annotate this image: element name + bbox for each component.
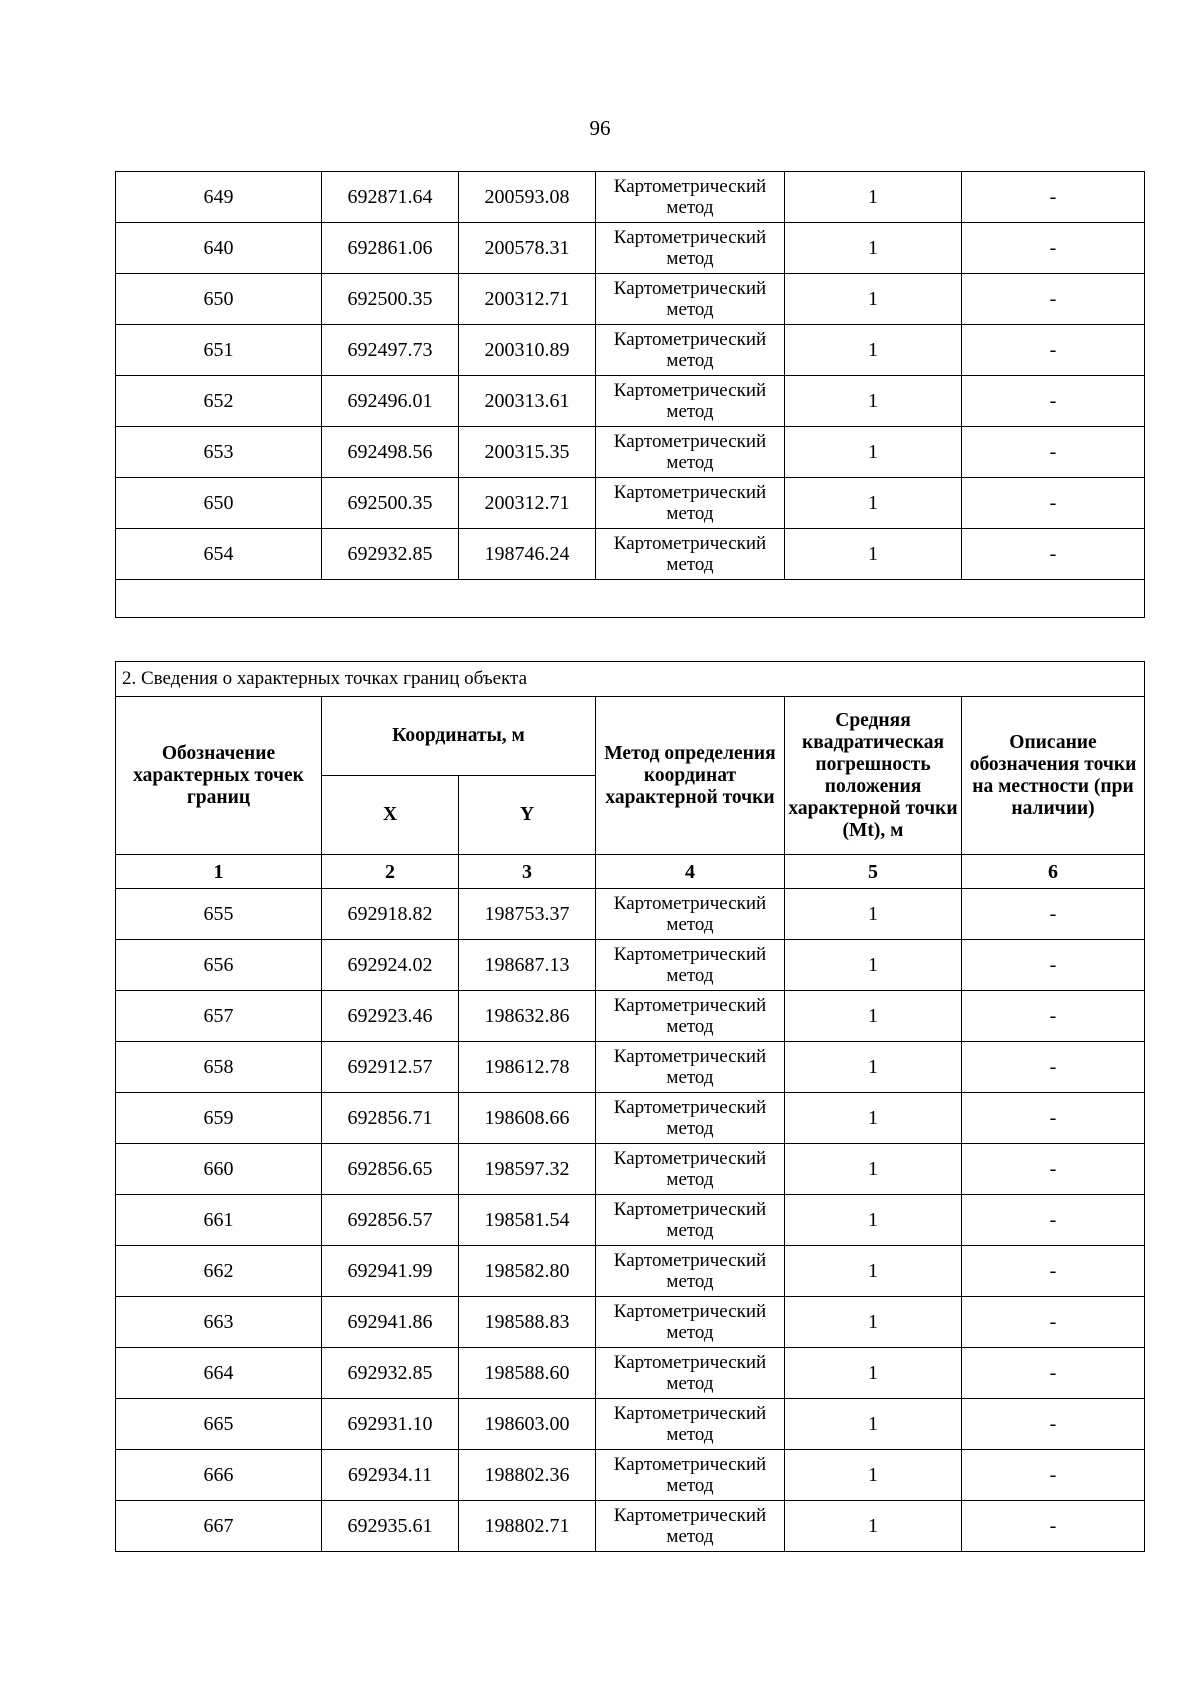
column-number: 5 <box>785 855 962 889</box>
cell-method <box>596 1195 785 1246</box>
cell-method <box>596 1297 785 1348</box>
cell-desc: - <box>962 1246 1145 1297</box>
cell-error: 1 <box>785 1144 962 1195</box>
cell-error: 1 <box>785 940 962 991</box>
cell-desc: - <box>962 1093 1145 1144</box>
method-text: метод <box>666 1424 714 1445</box>
cell-error: 1 <box>785 172 962 223</box>
method-text: Картометрический <box>613 533 767 554</box>
cell-error: 1 <box>785 1348 962 1399</box>
cell-method <box>596 274 785 325</box>
cell-desc: - <box>962 478 1145 529</box>
method-text: Картометрический <box>613 1301 767 1322</box>
cell-y: 200593.08 <box>459 172 596 223</box>
cell-x: 692918.82 <box>322 889 459 940</box>
cell-desc: - <box>962 1195 1145 1246</box>
cell-y: 198753.37 <box>459 889 596 940</box>
table-row <box>116 1399 1145 1450</box>
cell-desc: - <box>962 427 1145 478</box>
method-text: Картометрический <box>613 1403 767 1424</box>
cell-method <box>596 1246 785 1297</box>
header-y: Y <box>459 776 596 855</box>
column-number: 2 <box>322 855 459 889</box>
cell-method <box>596 427 785 478</box>
cell-error: 1 <box>785 889 962 940</box>
cell-method <box>596 889 785 940</box>
column-number: 1 <box>116 855 322 889</box>
cell-desc: - <box>962 172 1145 223</box>
empty-row <box>116 580 1145 618</box>
header-error: Средняя квадратическая погрешность положения характерной точки (Mt), м <box>785 697 962 855</box>
cell-desc: - <box>962 1450 1145 1501</box>
cell-x: 692912.57 <box>322 1042 459 1093</box>
method-text: метод <box>666 1322 714 1343</box>
cell-desc: - <box>962 274 1145 325</box>
method-text: метод <box>666 1373 714 1394</box>
header-x: X <box>322 776 459 855</box>
cell-x: 692856.71 <box>322 1093 459 1144</box>
cell-y: 198597.32 <box>459 1144 596 1195</box>
table-row <box>116 1501 1145 1552</box>
table-row <box>116 1246 1145 1297</box>
cell-method <box>596 478 785 529</box>
cell-point: 658 <box>116 1042 322 1093</box>
method-text: метод <box>666 401 714 422</box>
cell-desc: - <box>962 376 1145 427</box>
cell-point: 654 <box>116 529 322 580</box>
cell-point: 664 <box>116 1348 322 1399</box>
cell-y: 200312.71 <box>459 274 596 325</box>
table-row <box>116 940 1145 991</box>
cell-x: 692941.86 <box>322 1297 459 1348</box>
cell-method <box>596 1348 785 1399</box>
cell-point: 650 <box>116 274 322 325</box>
cell-y: 198603.00 <box>459 1399 596 1450</box>
cell-error: 1 <box>785 529 962 580</box>
page-number: 96 <box>589 116 611 140</box>
cell-y: 200313.61 <box>459 376 596 427</box>
cell-error: 1 <box>785 274 962 325</box>
method-text: метод <box>666 1220 714 1241</box>
cell-y: 198588.60 <box>459 1348 596 1399</box>
cell-x: 692856.65 <box>322 1144 459 1195</box>
cell-y: 198802.36 <box>459 1450 596 1501</box>
cell-error: 1 <box>785 1042 962 1093</box>
cell-y: 198687.13 <box>459 940 596 991</box>
cell-error: 1 <box>785 1093 962 1144</box>
column-number: 6 <box>962 855 1145 889</box>
method-text: метод <box>666 350 714 371</box>
cell-desc: - <box>962 223 1145 274</box>
cell-error: 1 <box>785 1195 962 1246</box>
method-text: Картометрический <box>613 1454 767 1475</box>
method-text: Картометрический <box>613 431 767 452</box>
table-row <box>116 274 1145 325</box>
cell-y: 198608.66 <box>459 1093 596 1144</box>
cell-method <box>596 223 785 274</box>
method-text: Картометрический <box>613 380 767 401</box>
method-text: Картометрический <box>613 482 767 503</box>
cell-method <box>596 376 785 427</box>
method-text: Картометрический <box>613 278 767 299</box>
method-text: метод <box>666 1016 714 1037</box>
cell-desc: - <box>962 1348 1145 1399</box>
cell-point: 662 <box>116 1246 322 1297</box>
cell-x: 692498.56 <box>322 427 459 478</box>
cell-x: 692871.64 <box>322 172 459 223</box>
cell-method <box>596 1144 785 1195</box>
table-points-continued <box>115 171 1145 618</box>
cell-y: 200310.89 <box>459 325 596 376</box>
cell-point: 652 <box>116 376 322 427</box>
table-row <box>116 1042 1145 1093</box>
cell-y: 198802.71 <box>459 1501 596 1552</box>
cell-method <box>596 1450 785 1501</box>
method-text: Картометрический <box>613 995 767 1016</box>
cell-error: 1 <box>785 376 962 427</box>
table-row <box>116 325 1145 376</box>
cell-y: 198588.83 <box>459 1297 596 1348</box>
method-text: метод <box>666 554 714 575</box>
cell-y: 200312.71 <box>459 478 596 529</box>
cell-method <box>596 1399 785 1450</box>
cell-desc: - <box>962 1399 1145 1450</box>
cell-point: 663 <box>116 1297 322 1348</box>
cell-x: 692861.06 <box>322 223 459 274</box>
cell-point: 655 <box>116 889 322 940</box>
table-row <box>116 172 1145 223</box>
method-text: метод <box>666 1526 714 1547</box>
cell-error: 1 <box>785 223 962 274</box>
cell-y: 198582.80 <box>459 1246 596 1297</box>
table-boundary-points <box>115 661 1145 1552</box>
header-desc: Описание обозначения точки на местности (при наличии) <box>962 697 1145 855</box>
cell-x: 692932.85 <box>322 1348 459 1399</box>
cell-y: 198632.86 <box>459 991 596 1042</box>
cell-method <box>596 991 785 1042</box>
cell-error: 1 <box>785 1297 962 1348</box>
method-text: Картометрический <box>613 176 767 197</box>
method-text: метод <box>666 1118 714 1139</box>
method-text: метод <box>666 503 714 524</box>
cell-desc: - <box>962 889 1145 940</box>
header-point: Обозначение характерных точек границ <box>116 697 322 855</box>
cell-point: 666 <box>116 1450 322 1501</box>
method-text: Картометрический <box>613 1148 767 1169</box>
cell-x: 692497.73 <box>322 325 459 376</box>
cell-point: 665 <box>116 1399 322 1450</box>
method-text: Картометрический <box>613 1250 767 1271</box>
cell-desc: - <box>962 1042 1145 1093</box>
cell-point: 653 <box>116 427 322 478</box>
cell-point: 651 <box>116 325 322 376</box>
method-text: метод <box>666 299 714 320</box>
cell-error: 1 <box>785 1450 962 1501</box>
table-row <box>116 478 1145 529</box>
cell-error: 1 <box>785 325 962 376</box>
table-row <box>116 223 1145 274</box>
cell-error: 1 <box>785 1501 962 1552</box>
cell-method <box>596 1501 785 1552</box>
table-row <box>116 991 1145 1042</box>
cell-desc: - <box>962 325 1145 376</box>
cell-y: 198581.54 <box>459 1195 596 1246</box>
cell-y: 198746.24 <box>459 529 596 580</box>
cell-desc: - <box>962 529 1145 580</box>
table-row <box>116 1450 1145 1501</box>
cell-y: 200578.31 <box>459 223 596 274</box>
method-text: метод <box>666 197 714 218</box>
cell-x: 692496.01 <box>322 376 459 427</box>
table-row <box>116 1144 1145 1195</box>
cell-point: 659 <box>116 1093 322 1144</box>
cell-point: 667 <box>116 1501 322 1552</box>
cell-error: 1 <box>785 1246 962 1297</box>
cell-desc: - <box>962 1144 1145 1195</box>
cell-error: 1 <box>785 991 962 1042</box>
method-text: Картометрический <box>613 1046 767 1067</box>
cell-desc: - <box>962 1297 1145 1348</box>
table-row <box>116 1195 1145 1246</box>
cell-x: 692934.11 <box>322 1450 459 1501</box>
cell-point: 650 <box>116 478 322 529</box>
method-text: Картометрический <box>613 944 767 965</box>
method-text: метод <box>666 965 714 986</box>
column-number: 4 <box>596 855 785 889</box>
cell-x: 692856.57 <box>322 1195 459 1246</box>
empty-cell <box>116 580 1145 618</box>
cell-point: 661 <box>116 1195 322 1246</box>
cell-y: 198612.78 <box>459 1042 596 1093</box>
cell-x: 692923.46 <box>322 991 459 1042</box>
table-row <box>116 427 1145 478</box>
cell-method <box>596 172 785 223</box>
method-text: метод <box>666 1169 714 1190</box>
method-text: Картометрический <box>613 893 767 914</box>
method-text: метод <box>666 914 714 935</box>
header-method: Метод определения координат характерной точки <box>596 697 785 855</box>
cell-method <box>596 529 785 580</box>
cell-x: 692932.85 <box>322 529 459 580</box>
method-text: Картометрический <box>613 329 767 350</box>
table-row <box>116 889 1145 940</box>
table-row <box>116 1297 1145 1348</box>
column-number-row <box>116 855 1145 889</box>
cell-point: 640 <box>116 223 322 274</box>
cell-error: 1 <box>785 1399 962 1450</box>
cell-x: 692935.61 <box>322 1501 459 1552</box>
method-text: Картометрический <box>613 1097 767 1118</box>
method-text: метод <box>666 1475 714 1496</box>
cell-method <box>596 1093 785 1144</box>
cell-x: 692941.99 <box>322 1246 459 1297</box>
cell-desc: - <box>962 991 1145 1042</box>
method-text: метод <box>666 248 714 269</box>
cell-point: 660 <box>116 1144 322 1195</box>
cell-method <box>596 940 785 991</box>
cell-x: 692500.35 <box>322 478 459 529</box>
cell-point: 657 <box>116 991 322 1042</box>
cell-point: 656 <box>116 940 322 991</box>
cell-x: 692924.02 <box>322 940 459 991</box>
table-row <box>116 1093 1145 1144</box>
table-row <box>116 376 1145 427</box>
cell-desc: - <box>962 1501 1145 1552</box>
table-row <box>116 529 1145 580</box>
column-number: 3 <box>459 855 596 889</box>
method-text: Картометрический <box>613 1505 767 1526</box>
table-caption: 2. Сведения о характерных точках границ объекта <box>116 662 1145 697</box>
method-text: метод <box>666 452 714 473</box>
header-coords: Координаты, м <box>322 697 596 776</box>
method-text: метод <box>666 1067 714 1088</box>
cell-point: 649 <box>116 172 322 223</box>
cell-desc: - <box>962 940 1145 991</box>
cell-x: 692931.10 <box>322 1399 459 1450</box>
cell-error: 1 <box>785 427 962 478</box>
cell-error: 1 <box>785 478 962 529</box>
cell-method <box>596 1042 785 1093</box>
method-text: Картометрический <box>613 1199 767 1220</box>
table-row <box>116 1348 1145 1399</box>
cell-x: 692500.35 <box>322 274 459 325</box>
method-text: Картометрический <box>613 227 767 248</box>
cell-y: 200315.35 <box>459 427 596 478</box>
method-text: метод <box>666 1271 714 1292</box>
method-text: Картометрический <box>613 1352 767 1373</box>
cell-method <box>596 325 785 376</box>
